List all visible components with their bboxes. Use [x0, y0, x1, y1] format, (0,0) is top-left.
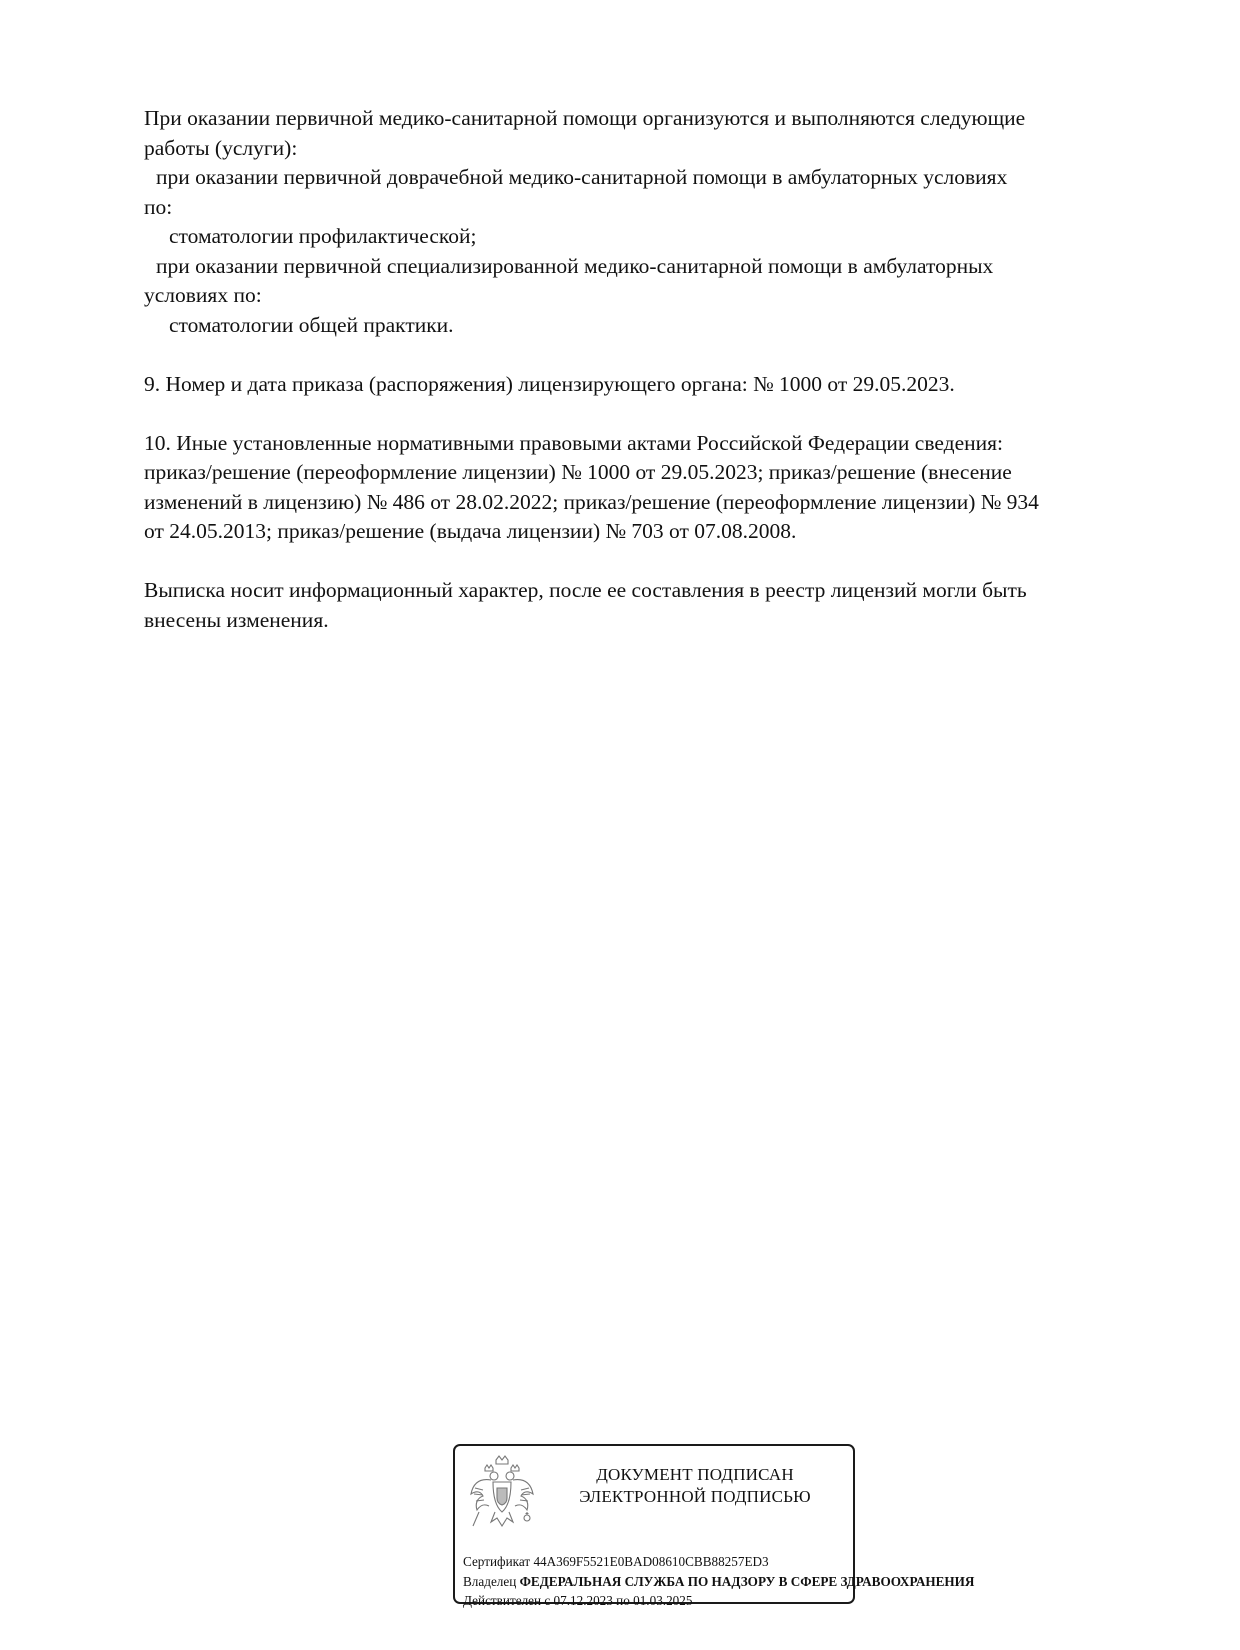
text-line: условиях по: [144, 283, 262, 307]
text-line: изменений в лицензию) № 486 от 28.02.2022; приказ/решение (переоформление лицензии) № 934 [144, 489, 1039, 514]
text-line: при оказании первичной доврачебной медико-санитарной помощи в амбулаторных условиях [156, 165, 1008, 189]
order-number-paragraph: 9. Номер и дата приказа (распоряжения) лицензирующего органа: № 1000 от 29.05.2023. [144, 371, 955, 396]
disclaimer-paragraph: Выписка носит информационный характер, после ее составления в реестр лицензий могли быть [144, 578, 1027, 602]
text-line: от 24.05.2013; приказ/решение (выдача лицензии) № 703 от 07.08.2008. [144, 519, 797, 543]
owner-line [463, 1572, 975, 1592]
electronic-signature-stamp [453, 1444, 975, 1608]
text-line: приказ/решение (переоформление лицензии) № 1000 от 29.05.2023; приказ/решение (внесение [144, 460, 1012, 484]
validity-line: Действителен с 07.12.2023 по 01.03.2025 [463, 1593, 693, 1608]
other-info-paragraph: 10. Иные установленные нормативными правовыми актами Российской Федерации сведения: [144, 430, 1003, 455]
owner-value: ФЕДЕРАЛЬНАЯ СЛУЖБА ПО НАДЗОРУ В СФЕРЕ ЗДРАВООХРАНЕНИЯ [519, 1573, 975, 1589]
text-line: по: [144, 194, 173, 219]
coat-of-arms-icon [469, 1454, 535, 1532]
stamp-heading-line: ДОКУМЕНТ ПОДПИСАН [596, 1465, 794, 1484]
certificate-value: 44A369F5521E0BAD08610CBB88257ED3 [533, 1554, 769, 1569]
stamp-heading [555, 1464, 835, 1508]
certificate-label: Сертификат [463, 1554, 531, 1569]
text-line: стоматологии общей практики. [169, 312, 454, 337]
stamp-heading-line: ЭЛЕКТРОННОЙ ПОДПИСЬЮ [579, 1487, 811, 1506]
text-line: работы (услуги): [144, 135, 298, 160]
owner-label: Владелец [463, 1573, 517, 1589]
certificate-details [463, 1552, 975, 1611]
text-line: При оказании первичной медико-санитарной помощи организуются и выполняются следующие [144, 106, 1026, 130]
text-line: при оказании первичной специализированной медико-санитарной помощи в амбулаторных [156, 253, 994, 278]
document-body [144, 104, 1144, 635]
certificate-line [463, 1552, 863, 1572]
text-line: внесены изменения. [144, 607, 329, 632]
text-line: стоматологии профилактической; [169, 224, 477, 248]
